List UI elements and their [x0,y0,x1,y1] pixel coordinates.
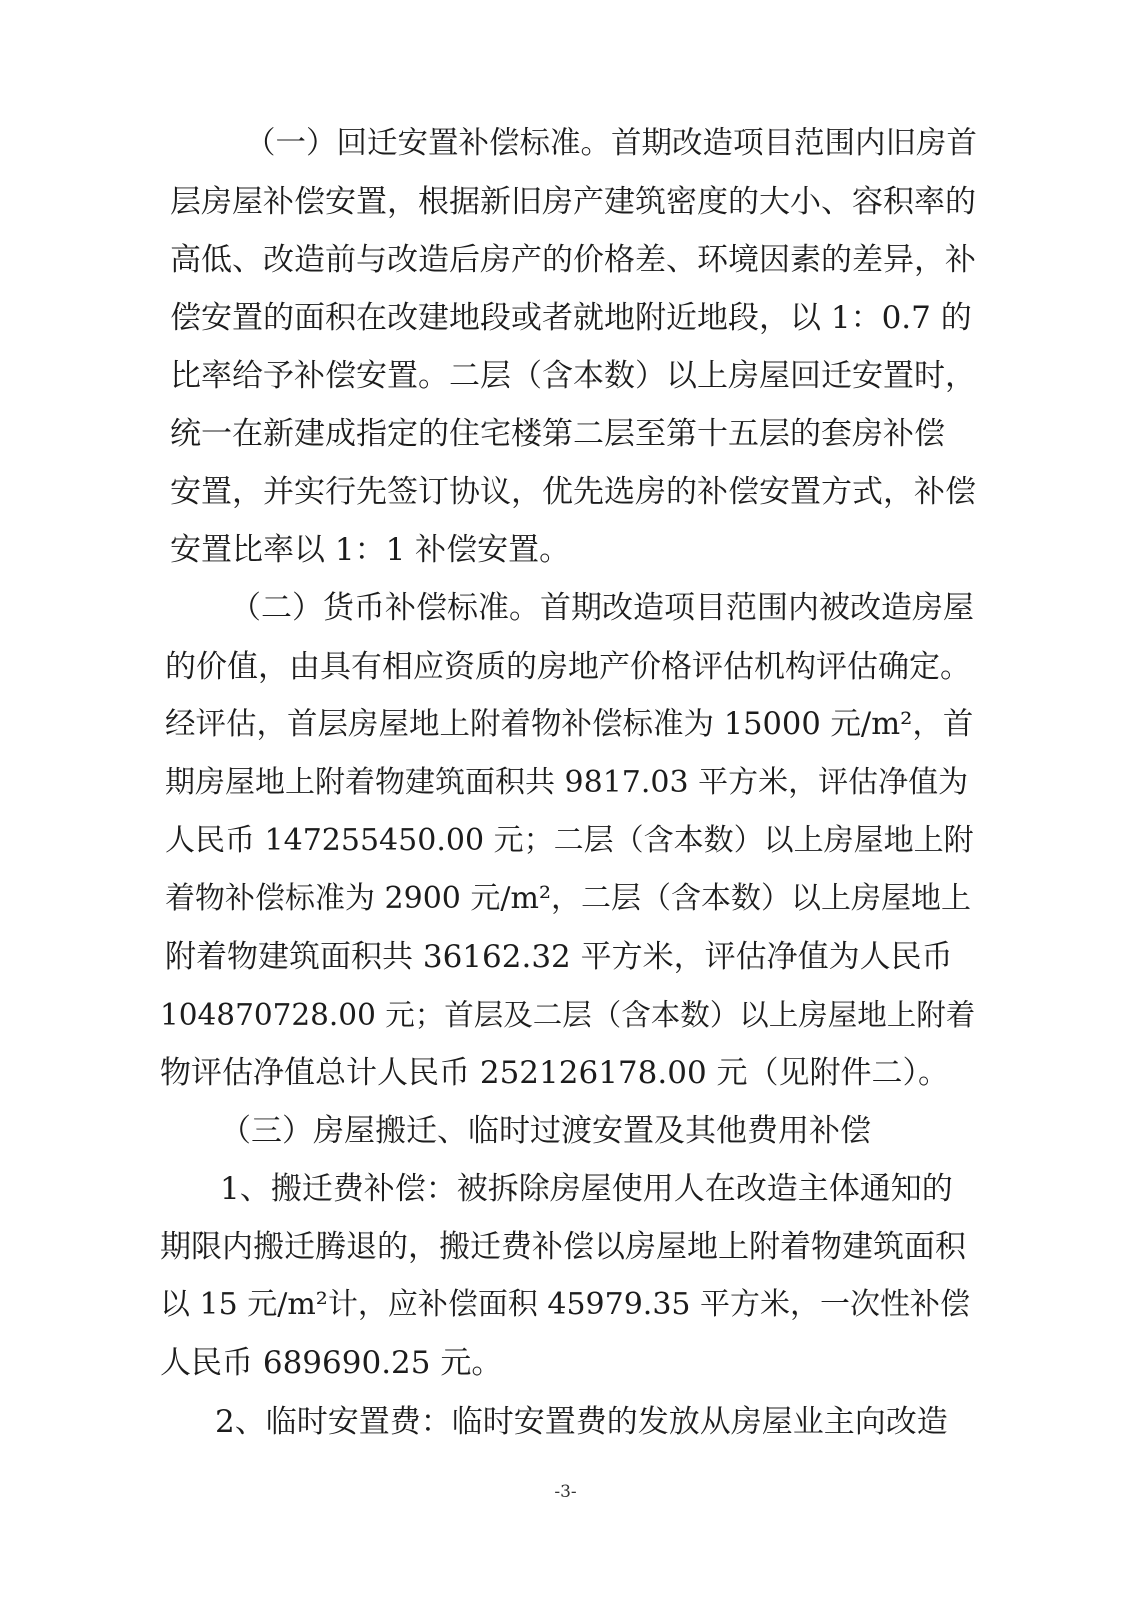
text-line: （一）回迁安置补偿标准。首期改造项目范围内旧房首 [245,126,977,161]
text-line: 偿安置的面积在改建地段或者就地附近地段，以 1：0.7 的 [170,300,972,336]
text-line: 1、搬迁费补偿：被拆除房屋使用人在改造主体通知的 [220,1171,953,1207]
text-line: 经评估，首层房屋地上附着物补偿标准为 15000 元/m²，首 [165,707,974,742]
text-line: 104870728.00 元；首层及二层（含本数）以上房屋地上附着 [160,998,976,1032]
text-line: 以 15 元/m²计，应补偿面积 45979.35 平方米，一次性补偿 [160,1287,971,1322]
text-line: 期房屋地上附着物建筑面积共 9817.03 平方米，评估净值为 [165,765,969,800]
text-line: 期限内搬迁腾退的，搬迁费补偿以房屋地上附着物建筑面积 [160,1229,966,1265]
text-line: 的价值，由具有相应资质的房地产价格评估机构评估确定。 [165,649,971,685]
text-line: 人民币 689690.25 元。 [160,1345,503,1381]
text-line: （三）房屋搬迁、临时过渡安置及其他费用补偿 [220,1113,871,1149]
text-line: 高低、改造前与改造后房产的价格差、环境因素的差异，补 [170,242,976,278]
text-line: 人民币 147255450.00 元；二层（含本数）以上房屋地上附 [165,823,974,858]
text-line: 附着物建筑面积共 36162.32 平方米，评估净值为人民币 [165,939,953,975]
text-line: 2、临时安置费：临时安置费的发放从房屋业主向改造 [215,1404,948,1440]
text-line: 物评估净值总计人民币 252126178.00 元（见附件二）。 [160,1055,950,1091]
text-line: 统一在新建成指定的住宅楼第二层至第十五层的套房补偿 [170,416,945,452]
text-line: 安置比率以 1：1 补偿安置。 [170,532,571,568]
text-line: 安置，并实行先签订协议，优先选房的补偿安置方式，补偿 [170,474,976,510]
page-number: -3- [554,1482,577,1502]
text-line: 着物补偿标准为 2900 元/m²，二层（含本数）以上房屋地上 [165,881,972,916]
text-line: （二）货币补偿标准。首期改造项目范围内被改造房屋 [230,590,974,626]
text-line: 比率给予补偿安置。二层（含本数）以上房屋回迁安置时， [170,358,976,394]
text-line: 层房屋补偿安置，根据新旧房产建筑密度的大小、容积率的 [170,184,976,220]
